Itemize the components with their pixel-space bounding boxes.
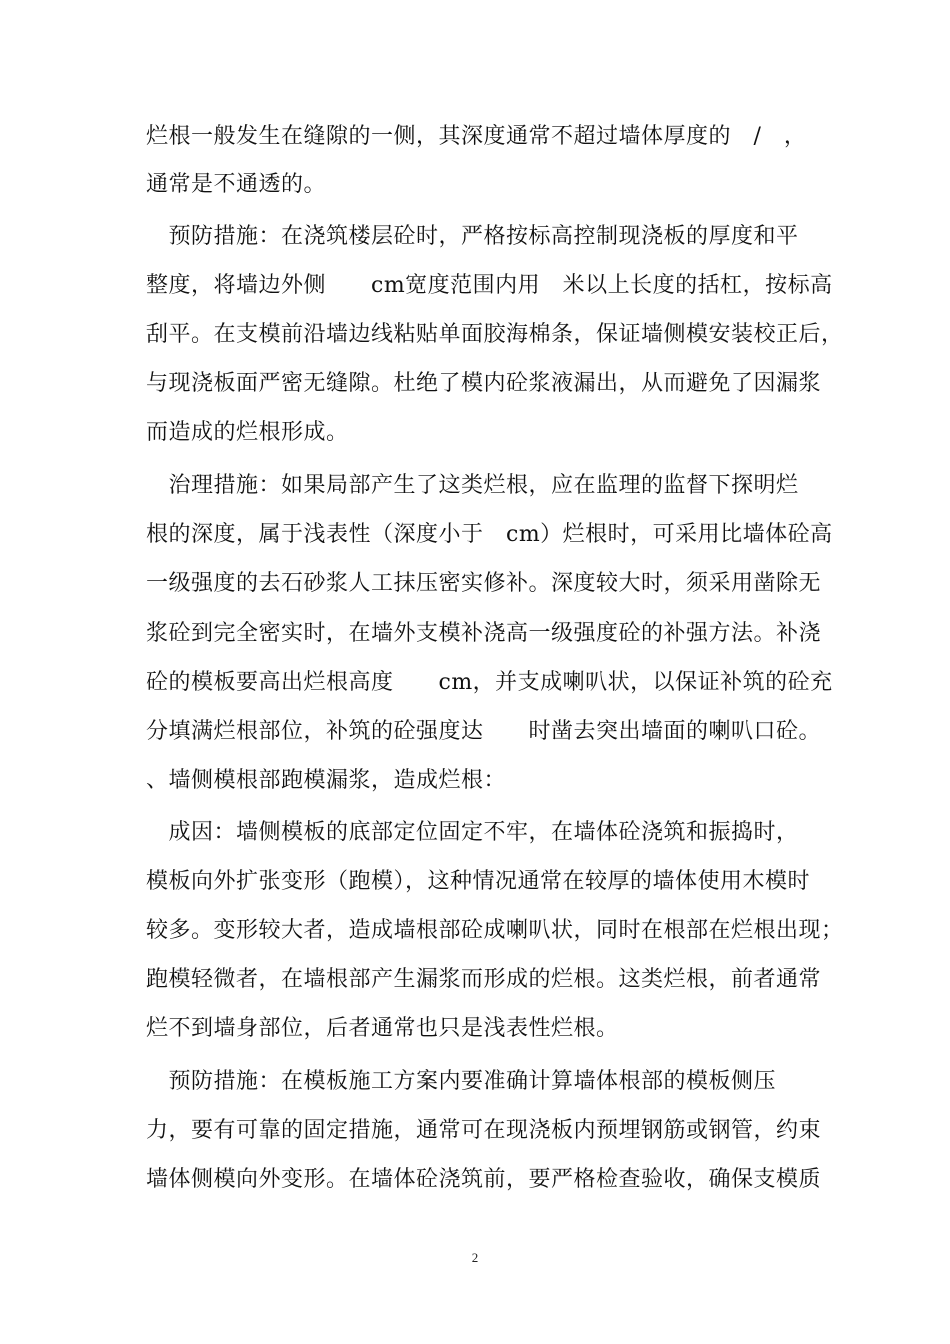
text-line: 墙体侧模向外变形。在墙体砼浇筑前，要严格检查验收，确保支模质 <box>146 1167 822 1192</box>
text-line: 模板向外扩张变形（跑模），这种情况通常在较厚的墙体使用木模时 <box>146 869 811 894</box>
text-line: 砼的模板要高出烂根高度 cm，并支成喇叭状，以保证补筑的砼充 <box>146 670 833 695</box>
text-line: 分填满烂根部位，补筑的砼强度达 时凿去突出墙面的喇叭口砼。 <box>146 719 822 744</box>
text-line: 预防措施：在浇筑楼层砼时，严格按标高控制现浇板的厚度和平 <box>146 224 799 249</box>
text-line: 刮平。在支模前沿墙边线粘贴单面胶海棉条，保证墙侧模安装校正后， <box>146 322 844 347</box>
text-line: 一级强度的去石砂浆人工抹压密实修补。深度较大时，须采用凿除无 <box>146 571 822 596</box>
text-line: 预防措施：在模板施工方案内要准确计算墙体根部的模板侧压 <box>146 1069 777 1094</box>
text-line: 浆砼到完全密实时，在墙外支模补浇高一级强度砼的补强方法。补浇 <box>146 621 822 646</box>
text-line: 根的深度，属于浅表性（深度小于 cm）烂根时，可采用比墙体砼高 <box>146 522 833 547</box>
text-line: 较多。变形较大者，造成墙根部砼成喇叭状，同时在根部在烂根出现； <box>146 918 844 943</box>
text-line: 与现浇板面严密无缝隙。杜绝了模内砼浆液漏出，从而避免了因漏浆 <box>146 371 822 396</box>
text-line: 力，要有可靠的固定措施，通常可在现浇板内预埋钢筋或钢管，约束 <box>146 1118 822 1143</box>
section-heading: 、墙侧模根部跑模漏浆，造成烂根： <box>146 768 507 793</box>
text-line: 治理措施：如果局部产生了这类烂根，应在监理的监督下探明烂 <box>146 473 799 498</box>
text-line: 烂不到墙身部位，后者通常也只是浅表性烂根。 <box>146 1016 619 1041</box>
text-line: 跑模轻微者，在墙根部产生漏浆而形成的烂根。这类烂根，前者通常 <box>146 967 822 992</box>
text-line: 烂根一般发生在缝隙的一侧，其深度通常不超过墙体厚度的 / ， <box>146 124 807 149</box>
text-line: 整度，将墙边外侧 cm宽度范围内用 米以上长度的括杠，按标高 <box>146 273 833 298</box>
text-line: 通常是不通透的。 <box>146 172 327 197</box>
page-number: 2 <box>471 1250 479 1265</box>
text-line: 成因：墙侧模板的底部定位固定不牢，在墙体砼浇筑和振捣时， <box>146 820 799 845</box>
text-line: 而造成的烂根形成。 <box>146 420 349 445</box>
